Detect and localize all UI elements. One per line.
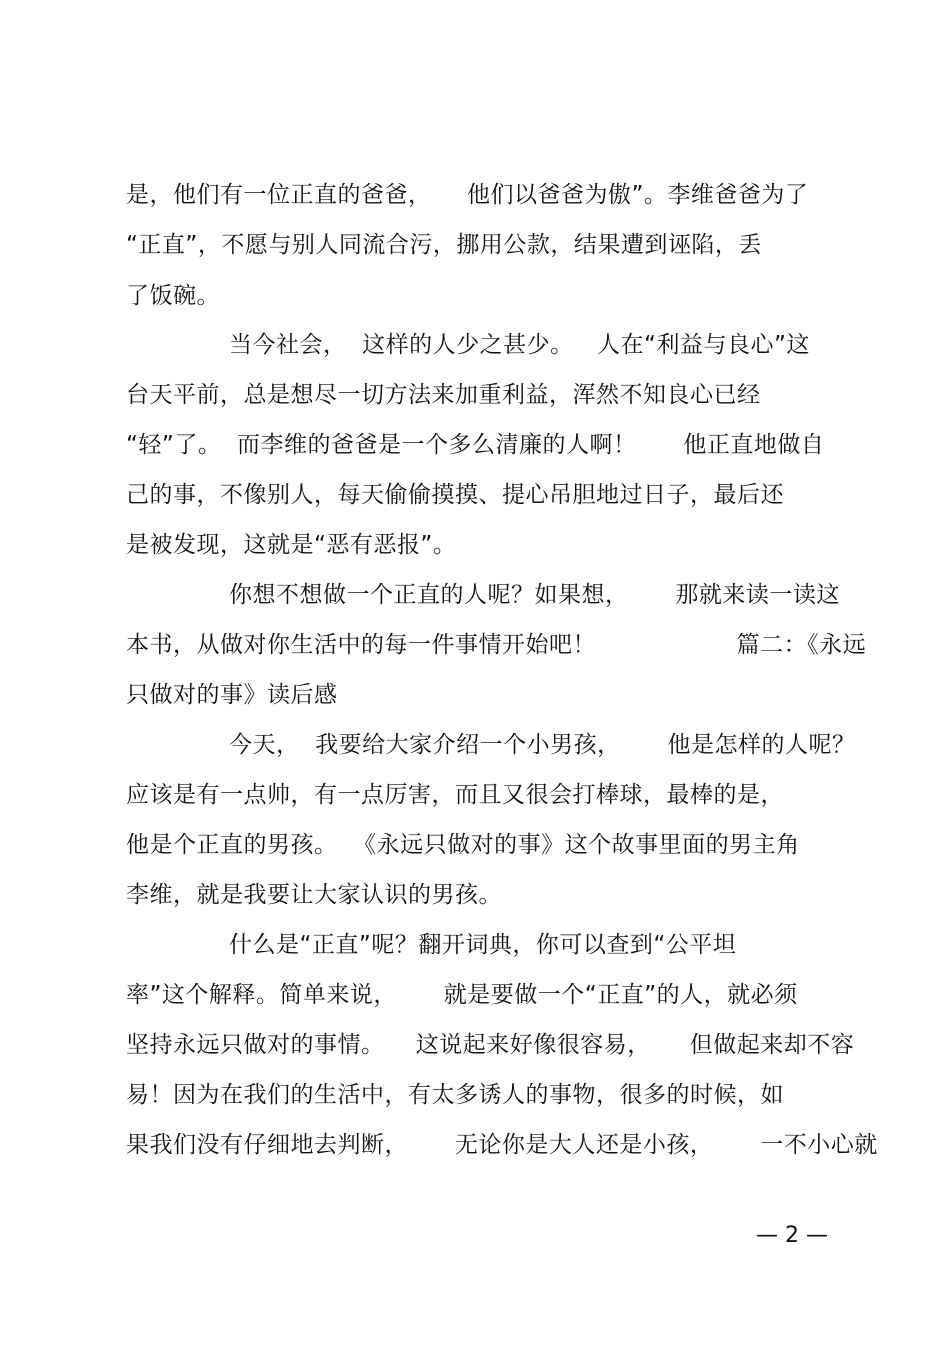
text-line: 应该是有一点帅，有一点厉害，而且又很会打棒球，最棒的是， [126, 782, 784, 808]
text-line: 是被发现，这就是“恶有恶报”。 [126, 532, 457, 558]
text-line: “轻”了。 而李维的爸爸是一个多么清廉的人啊！ 他正直地做自 [126, 432, 825, 458]
text-line: 果我们没有仔细地去判断， 无论你是大人还是小孩， 一不小心就 [126, 1132, 878, 1158]
text-line: 本书，从做对你生活中的每一件事情开始吧！ 篇二：《永远 [126, 632, 867, 658]
text-line: “正直”，不愿与别人同流合污，挪用公款，结果遭到诬陷，丢 [126, 232, 762, 258]
text-line: 易！因为在我们的生活中，有太多诱人的事物，很多的时候，如 [126, 1082, 784, 1108]
text-line: 他是个正直的男孩。 《永远只做对的事》这个故事里面的男主角 [126, 832, 800, 858]
page-number: — 2 — [756, 1223, 828, 1248]
paragraph-first-line: 什么是“正直”呢？翻开词典，你可以查到“公平坦 [229, 932, 737, 958]
text-line: 了饭碗。 [126, 283, 220, 309]
text-line: 坚持永远只做对的事情。 这说起来好像很容易， 但做起来却不容 [126, 1032, 855, 1058]
text-line: 只做对的事》读后感 [126, 682, 338, 708]
paragraph-first-line: 今天， 我要给大家介绍一个小男孩， 他是怎样的人呢？ [229, 732, 856, 758]
text-line: 李维，就是我要让大家认识的男孩。 [126, 882, 502, 908]
text-line: 是，他们有一位正直的爸爸， 他们以爸爸为傲”。李维爸爸为了 [126, 182, 809, 208]
paragraph-first-line: 你想不想做一个正直的人呢？如果想， 那就来读一读这 [229, 582, 840, 608]
text-line: 己的事，不像别人，每天偷偷摸摸、提心吊胆地过日子，最后还 [126, 482, 784, 508]
text-line: 率”这个解释。简单来说， 就是要做一个“正直”的人，就必须 [126, 982, 798, 1008]
text-line: 台天平前，总是想尽一切方法来加重利益，浑然不知良心已经 [126, 382, 761, 408]
paragraph-first-line: 当今社会， 这样的人少之甚少。 人在“利益与良心”这 [229, 332, 810, 358]
